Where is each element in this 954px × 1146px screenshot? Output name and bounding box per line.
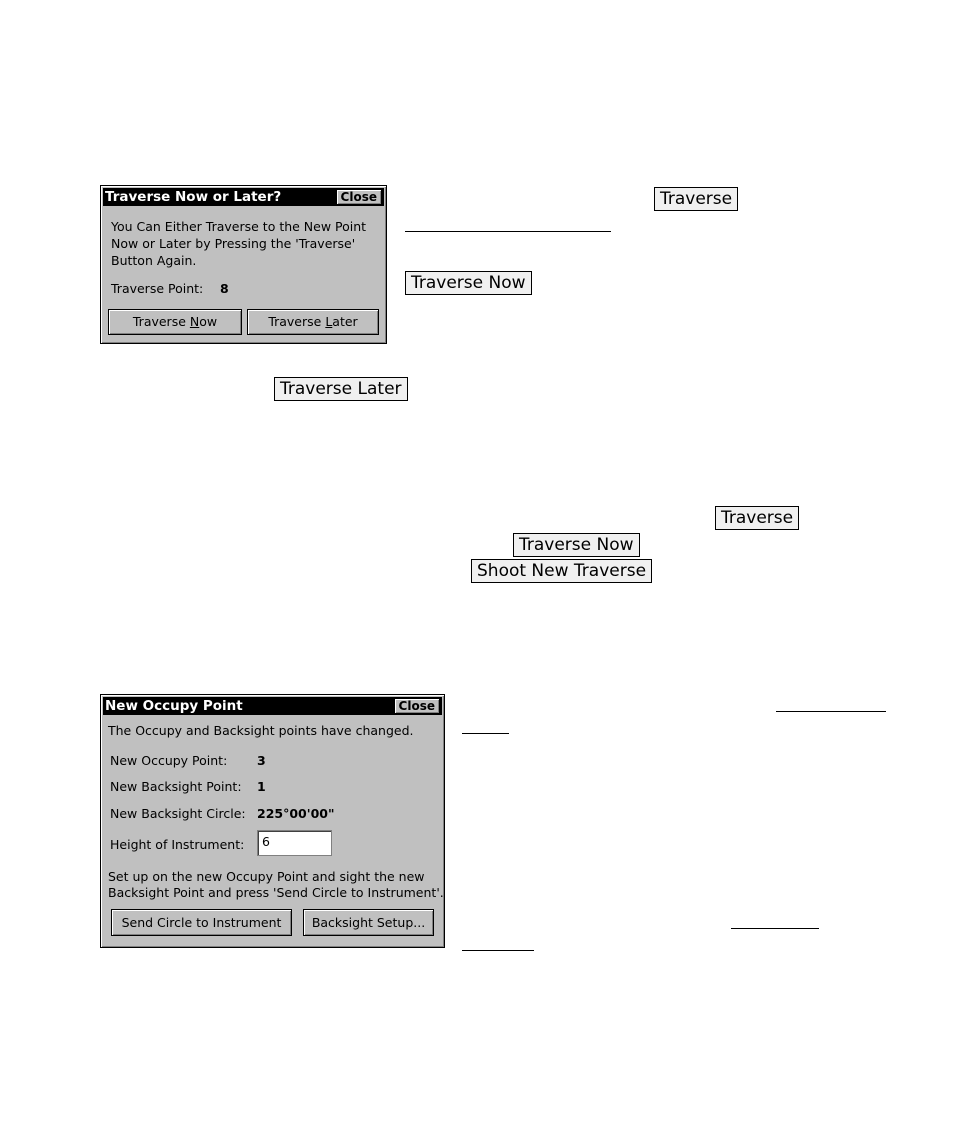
traverse-now-key-ref-2: Traverse Now	[513, 533, 640, 557]
send-circle-to-instrument-button[interactable]: Send Circle to Instrument	[111, 909, 292, 936]
close-button[interactable]: Close	[336, 189, 382, 205]
backsight-circle-label: New Backsight Circle:	[110, 806, 246, 821]
backsight-setup-button[interactable]: Backsight Setup...	[303, 909, 434, 936]
traverse-now-key-ref-1: Traverse Now	[405, 271, 532, 295]
traverse-now-accel-key: N	[189, 314, 200, 329]
underline-1	[405, 231, 611, 232]
traverse-now-or-later-dialog	[100, 185, 387, 344]
occupy-point-label: New Occupy Point:	[110, 753, 228, 768]
instructions-line-1: Set up on the new Occupy Point and sight the new	[108, 869, 425, 884]
dialog-title: New Occupy Point	[105, 698, 243, 714]
traverse-later-button[interactable]	[247, 309, 379, 335]
traverse-now-button[interactable]	[108, 309, 242, 335]
backsight-point-label: New Backsight Point:	[110, 779, 242, 794]
underline-3b	[462, 950, 534, 951]
traverse-later-label-end: ater	[332, 314, 358, 329]
message-line-2: Now or Later by Pressing the 'Traverse'	[111, 236, 356, 251]
shoot-new-traverse-key-ref: Shoot New Traverse	[471, 559, 652, 583]
traverse-later-key-ref: Traverse Later	[274, 377, 408, 401]
traverse-point-value: 8	[220, 281, 229, 296]
backsight-point-value: 1	[257, 779, 266, 794]
instructions-line-2: Backsight Point and press 'Send Circle to Instrument'.	[108, 885, 444, 900]
close-button[interactable]: Close	[394, 698, 440, 714]
intro-text: The Occupy and Backsight points have changed.	[108, 723, 414, 738]
backsight-circle-value: 225°00'00"	[257, 806, 335, 821]
traverse-now-label-start: Traverse	[132, 314, 190, 329]
dialog-title-bar	[103, 188, 384, 206]
underline-2a	[776, 711, 886, 712]
underline-2b	[462, 733, 509, 734]
height-of-instrument-label: Height of Instrument:	[110, 837, 245, 852]
occupy-point-value: 3	[257, 753, 266, 768]
traverse-key-ref-1: Traverse	[654, 187, 738, 211]
dialog-title: Traverse Now or Later?	[105, 189, 282, 205]
traverse-now-label-end: ow	[199, 314, 218, 329]
new-occupy-point-dialog	[100, 694, 445, 948]
traverse-point-label: Traverse Point:	[111, 281, 204, 296]
traverse-later-label-start: Traverse	[268, 314, 326, 329]
underline-3a	[731, 928, 819, 929]
traverse-later-accel-key: L	[325, 314, 333, 329]
message-line-1: You Can Either Traverse to the New Point	[111, 219, 367, 234]
height-of-instrument-input[interactable]: 6	[257, 830, 332, 856]
traverse-key-ref-2: Traverse	[715, 506, 799, 530]
dialog-title-bar	[103, 697, 442, 715]
message-line-3: Button Again.	[111, 253, 197, 268]
